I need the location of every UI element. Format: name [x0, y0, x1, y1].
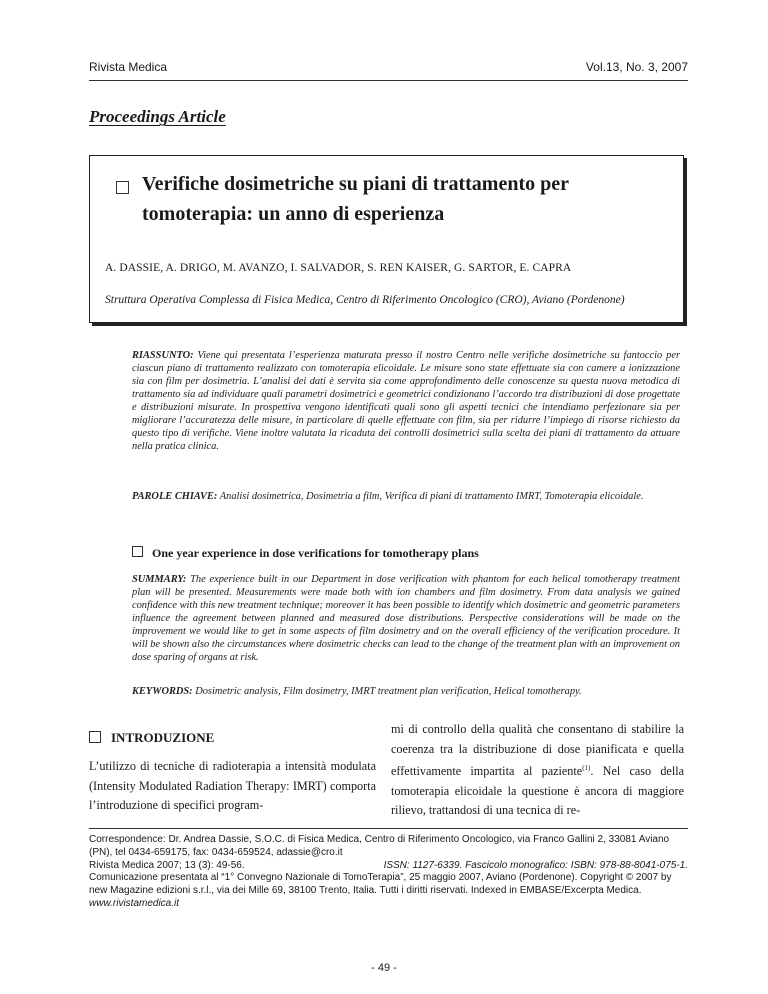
- journal-url[interactable]: www.rivistamedica.it: [89, 897, 180, 909]
- running-header: [89, 56, 688, 81]
- abstract-text: Viene qui presentata l’esperienza maturata presso il nostro Centro nelle verifiche dosimetriche su fantoccio per ciascun piano di trattamento realizzato con tomoterapia elicoidale. Le misure sono state effettuate sia con camere a ionizzazione sia con film per dosimetria. L’analisi dei dati è servita sia come approfondimento delle conoscenze su questa nuova metodica di trattamento sia ad individuare quali parametri dosimetrici e geometrici condizionano l’accordo tra distribuzioni di dose progettate e distribuzioni misurate. In prospettiva vengono identificati quali sono gli aspetti tecnici che intendiamo perfezionare sia per migliorare l’accuratezza delle misure, in particolare di quelle effettuate con film, sia per ridurre l’impiego di risorse richiesto da questo tipo di verifiche. Viene inoltre valutata la ricaduta dei controlli dosimetrici sulla scelta dei piani di trattamento da attuare nella pratica clinica.: [132, 350, 680, 452]
- article-title: Verifiche dosimetriche su piani di trattamento per tomoterapia: un anno di esperienza: [142, 173, 569, 225]
- journal-name: Rivista Medica: [89, 60, 168, 74]
- english-title-text: One year experience in dose verifications for tomotherapy plans: [152, 546, 479, 560]
- abstract-english: [132, 573, 680, 664]
- keywords-text: Analisi dosimetrica, Dosimetria a film, Verifica di piani di trattamento IMRT, Tomoterapia elicoidale.: [219, 491, 644, 502]
- abstract-italian: [132, 349, 680, 453]
- summary-text: The experience built in our Department in dose verification with phantom for each helical tomotherapy treatment plan will be presented. Measurements were made both with ion chambers and film dosimetry. From data analysis we gained confidence with this new treatment technique; moreover it has been possible to identify which dosimetric and geometric parameters influence the agreement between planned and measured dose distributions. Perspective considerations will be made on the improvement we would like to get in some aspects of film dosimetry and on the overall efficiency of the verification procedure. It will be shown also the circumstances where dosimetric checks can lead to the change of the treatment plan with an improvement on dose sparing of organs at risk.: [132, 574, 680, 663]
- abstract-label: RIASSUNTO:: [132, 350, 194, 361]
- page-number: - 49 -: [371, 962, 397, 974]
- body-text: mi di controllo della qualità che consentano di stabilire la coerenza tra la distribuzione di dose pianificata e quella effettivamente impartita al paziente: [391, 722, 684, 779]
- body-text: . Nel caso della tomoterapia elicoidale la questione è ancora di maggiore rilievo, trattandosi di una tecnica di re-: [391, 764, 685, 818]
- citation: Rivista Medica 2007; 13 (3): 49-56.: [89, 859, 245, 871]
- reference-marker: (1): [582, 764, 591, 772]
- english-title: [132, 546, 680, 561]
- intro-heading: [89, 730, 214, 746]
- square-bullet-icon: [132, 546, 143, 557]
- affiliation: Struttura Operativa Complessa di Fisica Medica, Centro di Riferimento Oncologico (CRO), Aviano (Pordenone): [105, 294, 625, 306]
- keywords-english: [132, 685, 680, 698]
- footer-notes: [89, 828, 688, 911]
- keywords-en-label: KEYWORDS:: [132, 686, 193, 697]
- keywords-label: PAROLE CHIAVE:: [132, 491, 218, 502]
- square-bullet-icon: [89, 731, 101, 743]
- square-bullet-icon: [116, 181, 129, 194]
- communication-note: Comunicazione presentata al “1° Convegno Nazionale di TomoTerapia”, 25 maggio 2007, Aviano (Pordenone). Copyright © 2007 by new Magazine edizioni s.r.l., via dei Mille 69, 38100 Trento, Italia. Tutti i diritti riservati. Indexed in EMBASE/Excerpta Medica.: [89, 872, 672, 897]
- summary-label: SUMMARY:: [132, 574, 187, 585]
- citation-row: [89, 860, 688, 873]
- title-box: [89, 155, 684, 323]
- correspondence: Correspondence: Dr. Andrea Dassie, S.O.C. di Fisica Medica, Centro di Riferimento Oncologico, via Franco Gallini 2, 33081 Aviano (PN), tel 0434-659175, fax: 0434-659524, adassie@cro.it: [89, 834, 670, 858]
- intro-heading-text: INTRODUZIONE: [111, 730, 215, 745]
- body-column-left: L’utilizzo di tecniche di radioterapia a intensità modulata (Intensity Modulated Radiation Therapy: IMRT) comporta l’introduzione di specifici program-: [89, 759, 376, 812]
- body-column-right: [391, 720, 684, 821]
- issn: ISSN: 1127-6339. Fascicolo monografico: ISBN: 978-88-8041-075-1.: [383, 859, 688, 871]
- section-label: Proceedings Article: [89, 107, 226, 126]
- author-list: A. DASSIE, A. DRIGO, M. AVANZO, I. SALVADOR, S. REN KAISER, G. SARTOR, E. CAPRA: [105, 262, 572, 274]
- keywords-en-text: Dosimetric analysis, Film dosimetry, IMRT treatment plan verification, Helical tomotherapy.: [195, 686, 582, 697]
- issue-info: Vol.13, No. 3, 2007: [585, 60, 688, 74]
- keywords-italian: [132, 490, 680, 503]
